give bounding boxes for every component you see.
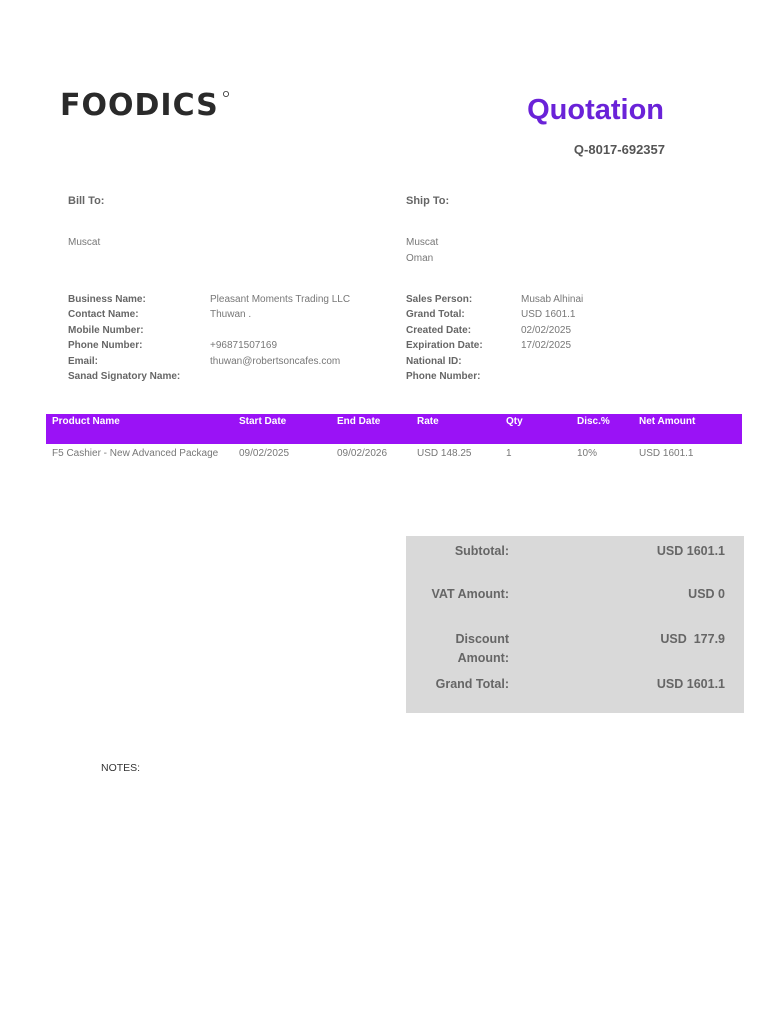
customer-values [210,292,350,384]
cell-rate: USD 148.25 [417,448,472,459]
cell-start-date: 09/02/2025 [239,448,290,459]
bill-to-address [68,235,100,251]
expiration-date-label: Expiration Date: [406,340,483,352]
column-header-product-name: Product Name [52,416,120,427]
created-date-label: Created Date: [406,324,472,336]
national-id-label: National ID: [406,355,462,367]
column-header-end-date: End Date [337,416,381,427]
ship-to-line: Oman [406,253,434,264]
sales-phone-number-value [521,369,583,384]
table-header [46,414,742,444]
grand-total-summary-value: USD 1601.1 [656,677,725,691]
discount-label-line: Amount: [457,651,509,665]
contact-name-label: Contact Name: [68,309,139,321]
column-header-qty: Qty [506,416,523,427]
ship-to-address [406,235,438,267]
expiration-date-value: 17/02/2025 [521,340,572,352]
document-title: Quotation [527,94,664,126]
discount-amount-value: USD 177.9 [660,632,725,646]
grand-total-summary-label: Grand Total: [435,677,509,691]
totals-box [406,536,744,713]
sanad-signatory-label: Sanad Signatory Name: [68,370,181,382]
business-name-label: Business Name: [68,294,146,305]
phone-number-label: Phone Number: [68,340,143,352]
grand-total-label: Grand Total: [406,309,465,321]
logo-text: FOODICS [60,88,219,122]
created-date-value: 02/02/2025 [521,324,572,336]
sales-person-label: Sales Person: [406,294,473,305]
column-header-start-date: Start Date [239,416,287,427]
sanad-signatory-value [210,369,350,384]
discount-amount-label [359,630,509,668]
ship-to-heading: Ship To: [406,195,450,207]
mobile-number-value [210,323,350,338]
foodics-logo [60,88,232,122]
sales-person-value: Musab Alhinai [521,294,584,305]
bill-to-line: Muscat [68,237,101,248]
contact-name-value: Thuwan . [210,309,252,321]
customer-labels [68,292,180,384]
sales-labels [406,292,483,384]
sales-values [521,292,583,384]
grand-total-value: USD 1601.1 [521,309,576,321]
subtotal-label: Subtotal: [454,544,509,558]
vat-amount-label: VAT Amount: [431,587,509,601]
discount-label-line: Discount [455,632,509,646]
cell-end-date: 09/02/2026 [337,448,388,459]
cell-qty: 1 [506,448,512,459]
quote-number: Q-8017-692357 [573,142,665,157]
national-id-value [521,354,583,369]
subtotal-value: USD 1601.1 [656,544,725,558]
bill-to-heading: Bill To: [68,195,105,207]
cell-product-name: F5 Cashier - New Advanced Package [52,448,219,459]
column-header-rate: Rate [417,416,439,427]
column-header-net-amount: Net Amount [639,416,696,427]
mobile-number-label: Mobile Number: [68,324,144,336]
cell-net-amount: USD 1601.1 [639,448,694,459]
phone-number-value: +96871507169 [210,340,278,352]
cell-discount: 10% [577,448,598,459]
ship-to-line: Muscat [406,237,439,248]
sales-phone-number-label: Phone Number: [406,370,481,382]
email-label: Email: [68,355,99,367]
email-value: thuwan@robertsoncafes.com [210,355,341,367]
business-name-value: Pleasant Moments Trading LLC [210,294,351,305]
notes-label: NOTES: [101,762,141,774]
column-header-discount: Disc.% [577,416,610,427]
vat-amount-value: USD 0 [688,587,725,601]
